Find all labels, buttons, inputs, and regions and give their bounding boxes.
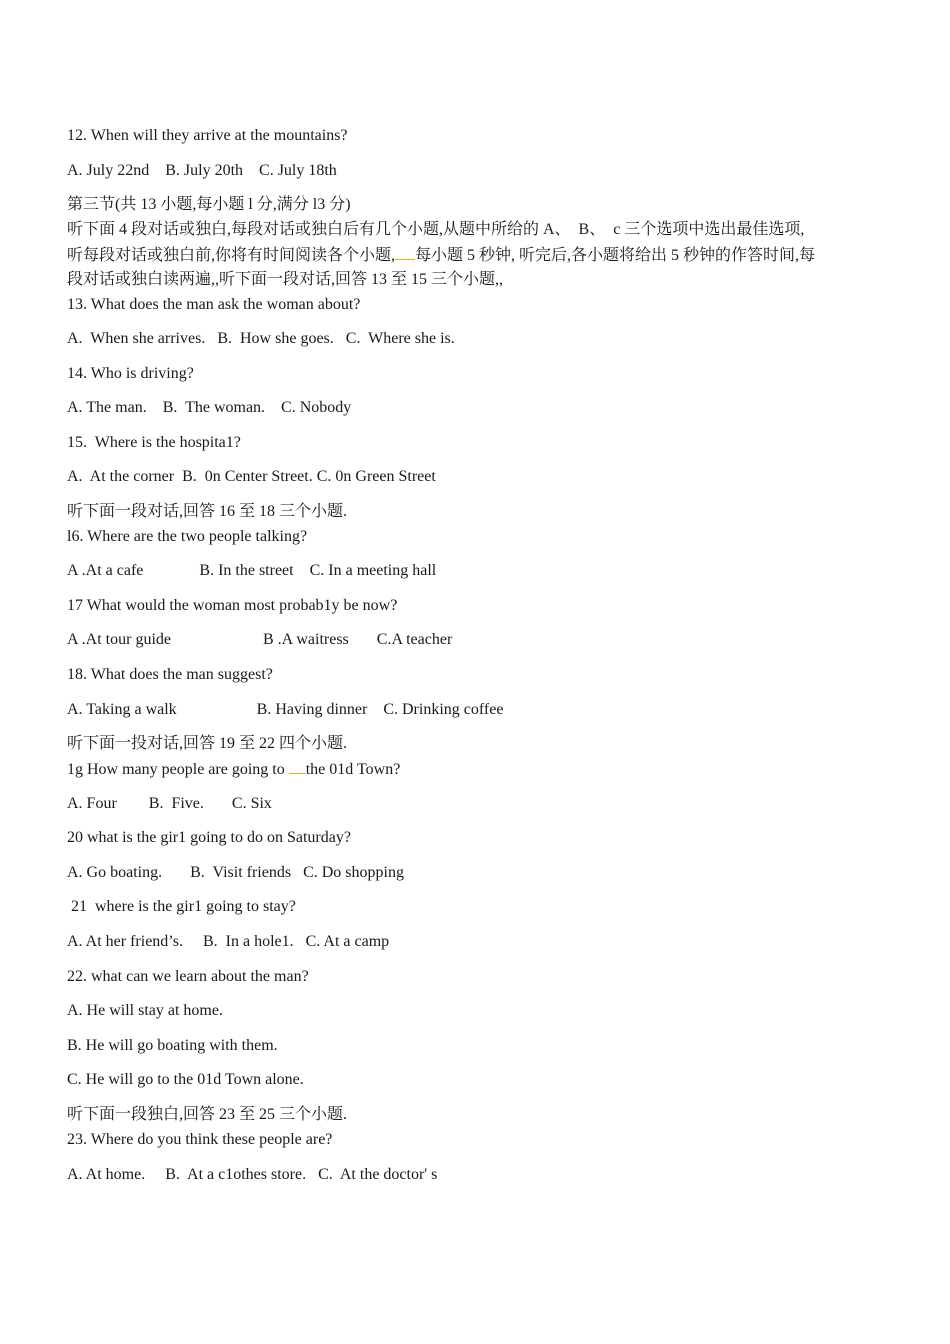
question-15-options: A. At the corner B. 0n Center Street. C. 0n Green Street [67,468,436,485]
question-17-options: A .At tour guide B .A waitress C.A teacher [67,631,453,648]
fill-blank [289,759,306,774]
question-13-options: A. When she arrives. B. How she goes. C. Where she is. [67,330,455,347]
question-16-options: A .At a cafe B. In the street C. In a meeting hall [67,562,437,579]
question-18-options: A. Taking a walk B. Having dinner C. Drinking coffee [67,701,504,718]
question-14-options: A. The man. B. The woman. C. Nobody [67,399,352,416]
question-17: 17 What would the woman most probab1y be now? [67,597,398,614]
section-3-instructions-line-3: 段对话或独白读两遍,,听下面一段对话,回答 13 至 15 三个小题,, [67,271,504,288]
question-14: 14. Who is driving? [67,365,194,382]
question-19 [67,759,400,779]
dialog-19-22-instructions: 听下面一投对话,回答 19 至 22 四个小题. [67,735,348,752]
section-3-heading: 第三节(共 13 小题,每小题 l 分,满分 l3 分) [67,196,351,213]
question-19-options: A. Four B. Five. C. Six [67,795,272,812]
fill-blank [395,245,415,260]
section-3-instructions-line-1: 听下面 4 段对话或独白,每段对话或独白后有几个小题,从题中所给的 A、 B、 c 三个选项中选出最佳选项, [67,221,805,238]
question-18: 18. What does the man suggest? [67,666,273,683]
question-22-option-b: B. He will go boating with them. [67,1037,278,1054]
question-13: 13. What does the man ask the woman about? [67,296,361,313]
monologue-23-25-instructions: 听下面一段独白,回答 23 至 25 三个小题. [67,1106,348,1123]
question-20-options: A. Go boating. B. Visit friends C. Do shopping [67,864,404,881]
instructions-part-2: 每小题 5 秒钟, 听完后,各小题将给出 5 秒钟的作答时间,每 [415,247,816,264]
question-22: 22. what can we learn about the man? [67,968,309,985]
question-21-options: A. At her friend’s. B. In a hole1. C. At a camp [67,933,390,950]
question-15: 15. Where is the hospita1? [67,434,241,451]
instructions-part-1: 听每段对话或独白前,你将有时间阅读各个小题, [67,247,396,264]
question-22-option-a: A. He will stay at home. [67,1002,223,1019]
question-23: 23. Where do you think these people are? [67,1131,333,1148]
question-19-part-2: the 01d Town? [305,761,401,778]
question-22-option-c: C. He will go to the 01d Town alone. [67,1071,304,1088]
section-3-instructions-line-2 [67,245,815,265]
question-16: l6. Where are the two people talking? [67,528,308,545]
question-12: 12. When will they arrive at the mountains? [67,127,348,144]
question-19-part-1: 1g How many people are going to [67,761,289,778]
dialog-16-18-instructions: 听下面一段对话,回答 16 至 18 三个小题. [67,503,348,520]
question-23-options: A. At home. B. At a c1othes store. C. At the doctor' s [67,1166,438,1183]
question-20: 20 what is the gir1 going to do on Saturday? [67,829,351,846]
question-12-options: A. July 22nd B. July 20th C. July 18th [67,162,337,179]
question-21: 21 where is the gir1 going to stay? [67,898,296,915]
